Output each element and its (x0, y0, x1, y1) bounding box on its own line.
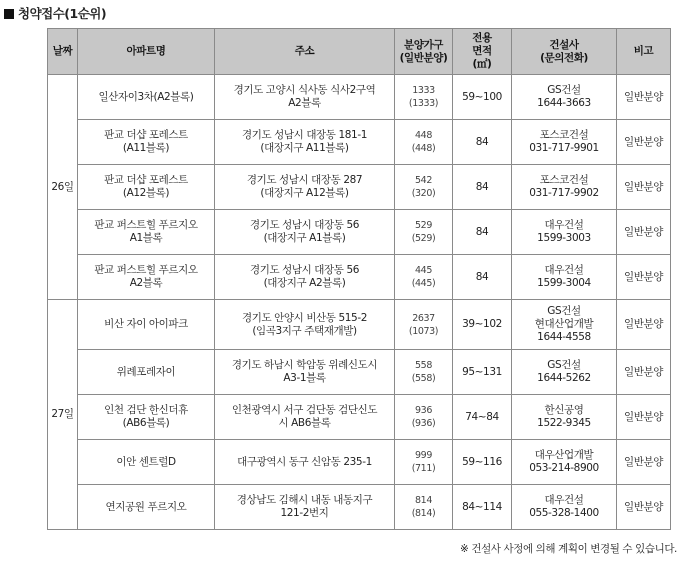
cell-line: 대우건설 (544, 494, 584, 506)
table-row (48, 350, 671, 395)
cell-line: 판교 더샵 포레스트 (104, 174, 188, 186)
general-units: (320) (411, 188, 436, 199)
cell-line: 대우건설 (544, 264, 584, 276)
builder-cell (512, 485, 617, 530)
cell-line: GS건설 (547, 305, 581, 317)
area-cell: 84 (453, 165, 512, 210)
header-apartment: 아파트명 (78, 29, 215, 75)
header-builder: 건설사 (문의전화) (512, 29, 617, 75)
apartment-name-cell (78, 440, 215, 485)
general-units: (1073) (408, 325, 439, 337)
area-cell: 84 (453, 210, 512, 255)
builder-cell (512, 350, 617, 395)
area-cell: 84~114 (453, 485, 512, 530)
cell-line: 경기도 성남시 대장동 181-1 (241, 129, 367, 141)
cell-line: GS건설 (547, 84, 581, 96)
total-units: 2637 (412, 312, 435, 324)
cell-line: GS건설 (547, 359, 581, 371)
header-units: 분양가구 (일반분양) (395, 29, 453, 75)
address-cell (215, 485, 395, 530)
note-cell: 일반분양 (617, 300, 671, 350)
table-header-row (48, 29, 671, 75)
units-cell (395, 210, 453, 255)
area-cell: 95~131 (453, 350, 512, 395)
cell-line: 경기도 성남시 대장동 287 (246, 174, 363, 186)
general-units: (448) (411, 143, 436, 154)
general-units: (711) (411, 463, 436, 474)
area-cell: 39~102 (453, 300, 512, 350)
units-cell (395, 440, 453, 485)
cell-line: 1599-3003 (537, 232, 591, 244)
cell-line: 대구광역시 동구 신암동 235-1 (237, 455, 372, 468)
cell-line: (대장지구 A11블록) (260, 142, 349, 154)
apartment-name-cell (78, 210, 215, 255)
address-cell (215, 350, 395, 395)
area-cell: 84 (453, 120, 512, 165)
cell-line: 판교 퍼스트힐 푸르지오 (94, 264, 198, 276)
cell-line: 위례포레자이 (116, 365, 176, 378)
note-cell: 일반분양 (617, 395, 671, 440)
header-area: 전용 면적 (㎡) (453, 29, 512, 75)
table-body (48, 75, 671, 530)
units-cell (395, 120, 453, 165)
cell-line: (A11블록) (122, 142, 170, 154)
apartment-name-cell (78, 75, 215, 120)
table-row (48, 395, 671, 440)
area-cell: 84 (453, 255, 512, 300)
cell-line: 1644-5262 (537, 372, 591, 384)
cell-line: 031-717-9901 (529, 142, 599, 154)
cell-line: 비산 자이 아이파크 (104, 318, 188, 330)
cell-line: 경기도 안양시 비산동 515-2 (241, 311, 367, 324)
apartment-name-cell (78, 395, 215, 440)
total-units: 936 (415, 405, 432, 416)
cell-line: 대우건설 (544, 219, 584, 231)
table-row (48, 440, 671, 485)
note-cell: 일반분양 (617, 255, 671, 300)
units-cell (395, 75, 453, 120)
general-units: (936) (411, 418, 436, 429)
cell-line: 053-214-8900 (529, 462, 599, 474)
cell-line: A1블록 (129, 232, 163, 244)
apartment-name-cell (78, 485, 215, 530)
builder-cell (512, 440, 617, 485)
cell-line: (AB6블록) (122, 417, 170, 429)
cell-line: 경기도 고양시 식사동 식사2구역 (233, 84, 376, 96)
units-cell (395, 165, 453, 210)
cell-line: A2블록 (288, 97, 321, 109)
cell-line: 대우산업개발 (534, 449, 594, 461)
area-cell: 59~100 (453, 75, 512, 120)
total-units: 445 (415, 265, 432, 276)
cell-line: 경기도 성남시 대장동 56 (249, 264, 360, 276)
general-units: (814) (411, 508, 436, 519)
cell-line: (대장지구 A1블록) (263, 232, 346, 244)
table-row (48, 75, 671, 120)
table-row (48, 210, 671, 255)
total-units: 1333 (412, 85, 435, 96)
cell-line: 055-328-1400 (529, 507, 599, 519)
cell-line: 121-2번지 (280, 507, 329, 519)
cell-line: 포스코건설 (539, 129, 589, 141)
note-cell: 일반분양 (617, 210, 671, 255)
cell-line: 인천광역시 서구 검단동 검단신도 (231, 404, 378, 416)
apartment-name-cell (78, 165, 215, 210)
address-cell (215, 440, 395, 485)
general-units: (558) (411, 373, 436, 384)
units-cell (395, 485, 453, 530)
cell-line: A2블록 (129, 277, 163, 289)
table-row (48, 120, 671, 165)
cell-line: 1599-3004 (537, 277, 591, 289)
total-units: 542 (415, 175, 432, 186)
address-cell (215, 165, 395, 210)
header-note: 비고 (617, 29, 671, 75)
date-cell: 26일 (48, 75, 78, 300)
cell-line: (A12블록) (122, 187, 170, 199)
cell-line: 판교 더샵 포레스트 (104, 129, 188, 141)
cell-line: 이안 센트럴D (116, 455, 176, 468)
apartment-name-cell (78, 120, 215, 165)
builder-cell (512, 300, 617, 350)
cell-line: 현대산업개발 (534, 318, 594, 330)
total-units: 814 (415, 495, 432, 506)
table-row (48, 165, 671, 210)
general-units: (1333) (408, 98, 439, 109)
cell-line: 일산자이3차(A2블록) (98, 90, 194, 103)
header-date: 날짜 (48, 29, 78, 75)
cell-line: 1522-9345 (537, 417, 591, 429)
cell-line: 인천 검단 한신더휴 (104, 404, 188, 416)
cell-line: (대장지구 A12블록) (260, 187, 349, 199)
note-cell: 일반분양 (617, 485, 671, 530)
apartment-name-cell (78, 350, 215, 395)
address-cell (215, 210, 395, 255)
note-cell: 일반분양 (617, 350, 671, 395)
cell-line: 포스코건설 (539, 174, 589, 186)
cell-line: 1644-3663 (537, 97, 591, 109)
square-bullet-icon (4, 9, 14, 19)
units-cell (395, 395, 453, 440)
cell-line: 경상남도 김해시 내동 내동지구 (236, 494, 373, 506)
cell-line: (대장지구 A2블록) (263, 277, 346, 289)
cell-line: 경기도 하남시 학암동 위례신도시 (231, 359, 378, 371)
builder-cell (512, 395, 617, 440)
address-cell (215, 255, 395, 300)
total-units: 558 (415, 360, 432, 371)
note-cell: 일반분양 (617, 120, 671, 165)
note-cell: 일반분양 (617, 165, 671, 210)
units-cell (395, 255, 453, 300)
cell-line: 경기도 성남시 대장동 56 (249, 219, 360, 231)
table-row (48, 255, 671, 300)
builder-cell (512, 255, 617, 300)
address-cell (215, 395, 395, 440)
total-units: 999 (415, 450, 432, 461)
builder-cell (512, 165, 617, 210)
section-title (4, 6, 106, 22)
footnote: ※ 건설사 사정에 의해 계획이 변경될 수 있습니다. (459, 543, 677, 555)
table-row (48, 485, 671, 530)
builder-cell (512, 210, 617, 255)
section-title-text: 청약접수(1순위) (18, 6, 107, 21)
builder-cell (512, 120, 617, 165)
general-units: (445) (411, 278, 436, 289)
address-cell (215, 300, 395, 350)
apartment-name-cell (78, 300, 215, 350)
cell-line: (임곡3지구 주택재개발) (252, 324, 357, 337)
total-units: 529 (415, 220, 432, 231)
apartment-name-cell (78, 255, 215, 300)
address-cell (215, 75, 395, 120)
header-address: 주소 (215, 29, 395, 75)
cell-line: A3-1블록 (283, 372, 326, 384)
cell-line: 031-717-9902 (529, 187, 599, 199)
address-cell (215, 120, 395, 165)
units-cell (395, 350, 453, 395)
general-units: (529) (411, 233, 436, 244)
cell-line: 판교 퍼스트힐 푸르지오 (94, 219, 198, 231)
cell-line: 1644-4558 (537, 331, 591, 343)
area-cell: 59~116 (453, 440, 512, 485)
note-cell: 일반분양 (617, 75, 671, 120)
builder-cell (512, 75, 617, 120)
total-units: 448 (415, 130, 432, 141)
cell-line: 한신공영 (544, 404, 584, 416)
cell-line: 시 AB6블록 (278, 417, 331, 429)
units-cell (395, 300, 453, 350)
table-row (48, 300, 671, 350)
note-cell: 일반분양 (617, 440, 671, 485)
area-cell: 74~84 (453, 395, 512, 440)
cell-line: 연지공원 푸르지오 (105, 500, 187, 513)
subscription-table (47, 28, 671, 530)
date-cell: 27일 (48, 300, 78, 530)
